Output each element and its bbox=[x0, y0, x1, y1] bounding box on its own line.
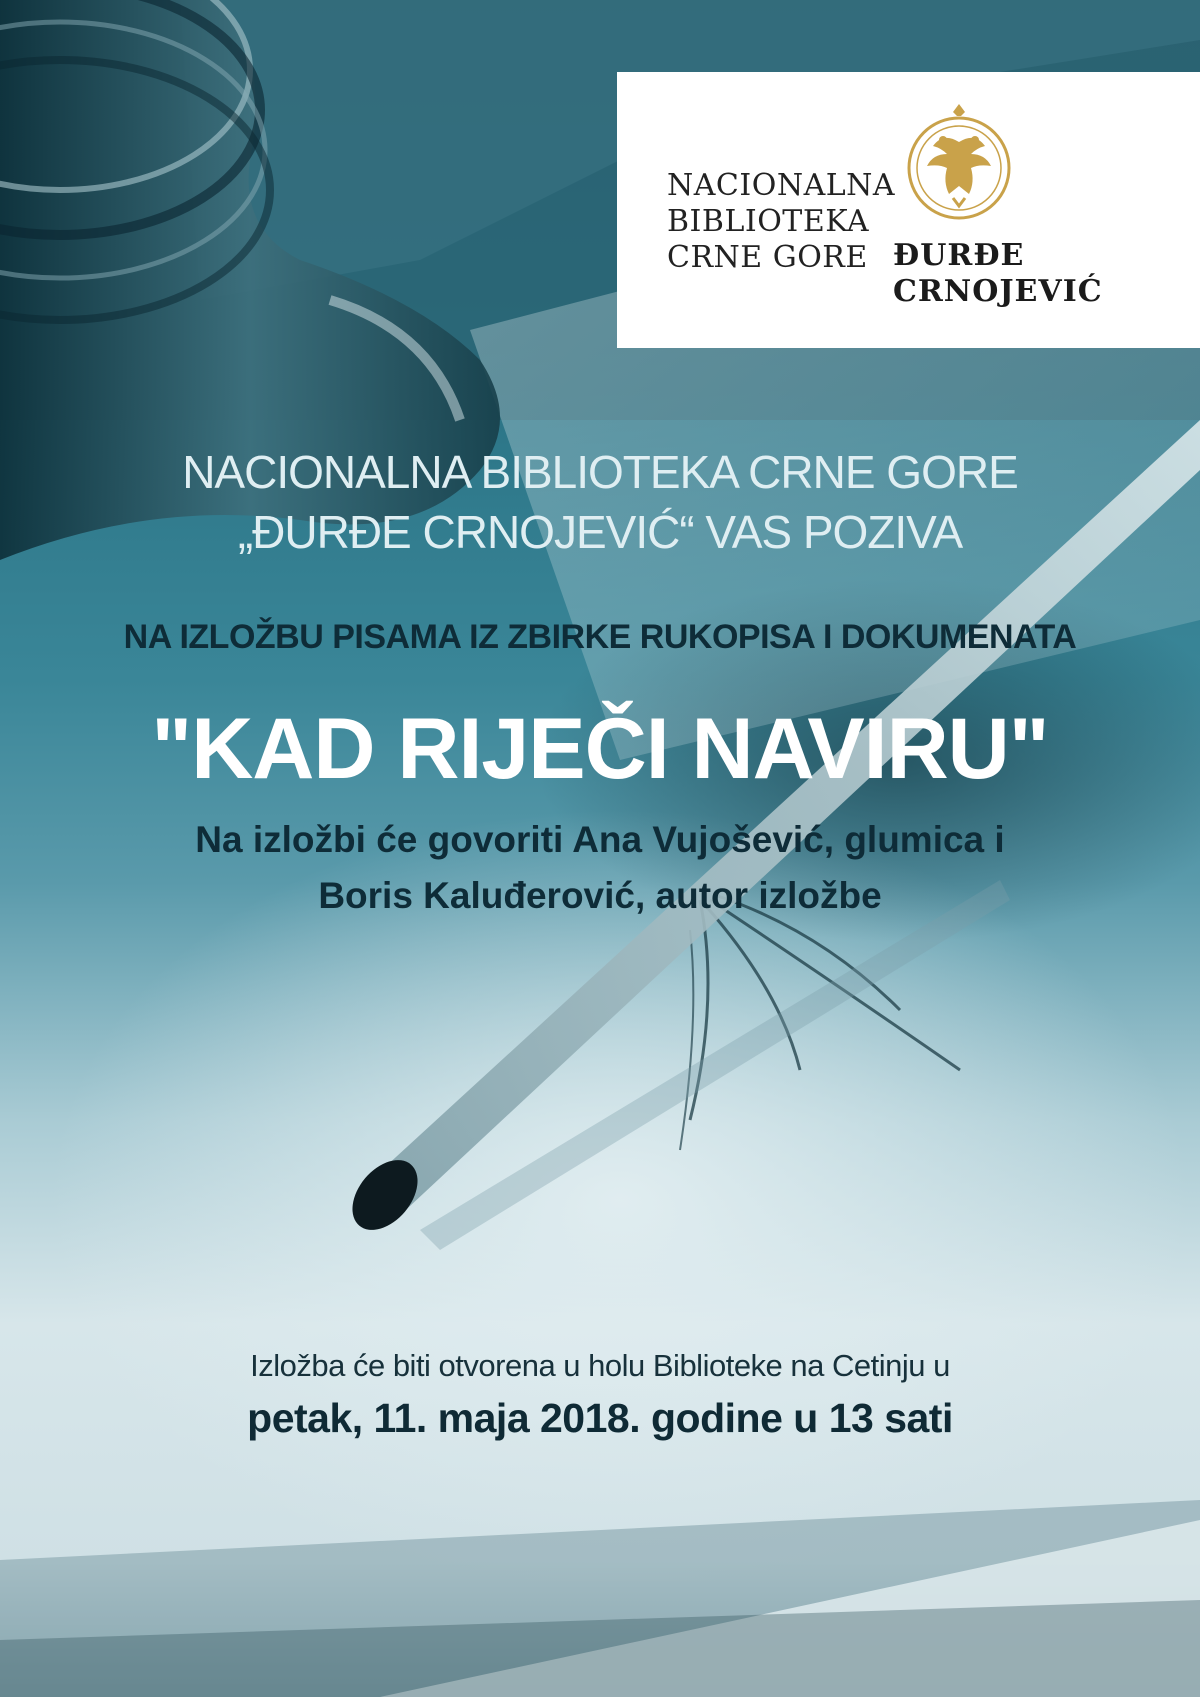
logo-library-patron-name bbox=[893, 238, 1153, 310]
invitation-line-2: „ĐURĐE CRNOJEVIĆ“ VAS POZIVA bbox=[237, 506, 963, 558]
library-logo bbox=[617, 72, 1200, 348]
double-headed-eagle-seal-icon bbox=[903, 102, 1015, 226]
speakers-line-2: Boris Kaluđerović, autor izložbe bbox=[318, 875, 882, 916]
date-time-text: petak, 11. maja 2018. godine u 13 sati bbox=[247, 1395, 953, 1441]
logo-line: CRNE GORE bbox=[667, 240, 868, 275]
invitation-heading bbox=[0, 442, 1200, 562]
logo-line: NACIONALNA bbox=[667, 168, 896, 203]
venue-text: Izložba će biti otvorena u holu Biblioteke na Cetinju u bbox=[250, 1348, 950, 1383]
speakers-line-1: Na izložbi će govoriti Ana Vujošević, glumica i bbox=[195, 819, 1005, 860]
exhibition-title: "KAD RIJEČI NAVIRU" bbox=[151, 701, 1049, 797]
logo-line: CRNOJEVIĆ bbox=[893, 274, 1103, 309]
invitation-line-1: NACIONALNA BIBLIOTEKA CRNE GORE bbox=[182, 446, 1018, 498]
logo-line: ĐURĐE bbox=[893, 238, 1025, 273]
logo-line: BIBLIOTEKA bbox=[667, 204, 870, 239]
logo-library-name bbox=[667, 168, 897, 276]
exhibition-subtitle: NA IZLOŽBU PISAMA IZ ZBIRKE RUKOPISA I DOKUMENATA bbox=[123, 618, 1077, 656]
speakers-text bbox=[0, 812, 1200, 924]
